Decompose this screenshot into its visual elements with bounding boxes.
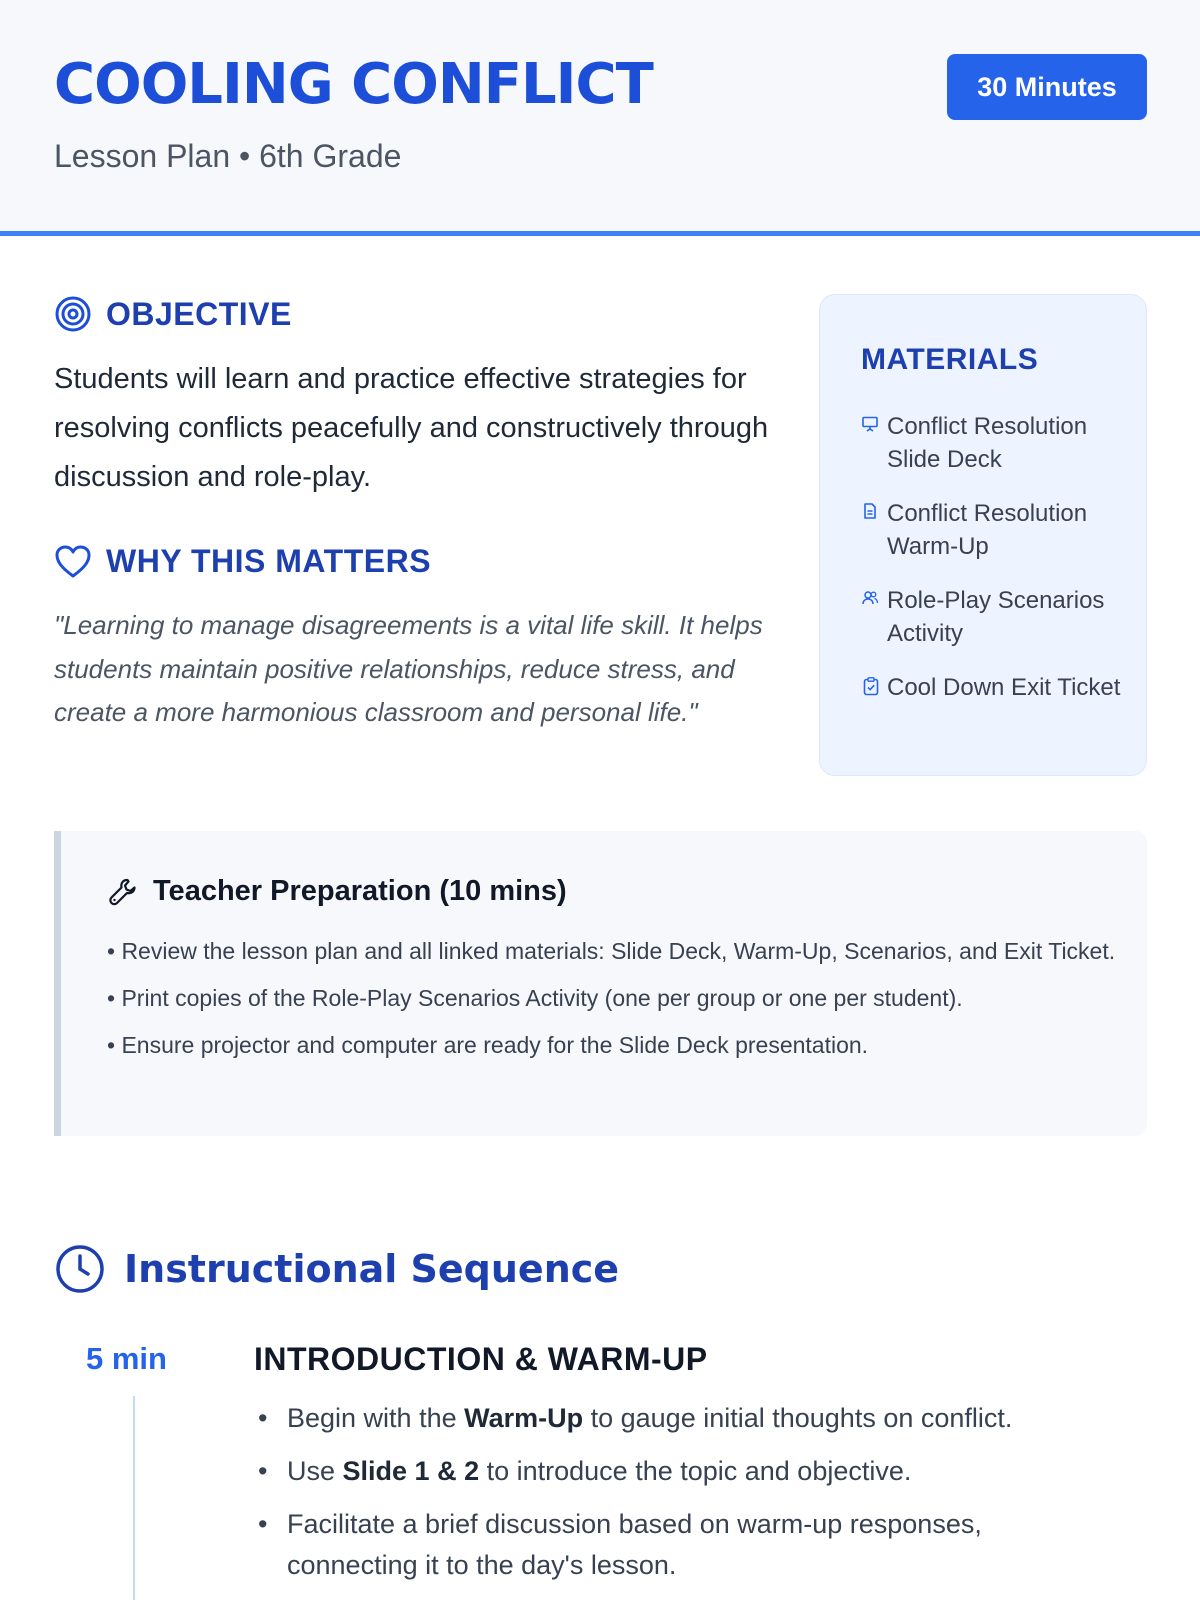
prep-heading (107, 875, 567, 908)
clipboard-check-icon (861, 671, 887, 704)
wrench-icon (107, 876, 139, 908)
why-quote: "Learning to manage disagreements is a vital life skill. It helps students maintain positive relationships, reduce stress, and create a more harmonious classroom and personal life." (54, 610, 763, 727)
material-item-scenarios[interactable] (861, 584, 1127, 650)
list-item: • Begin with the Warm-Up to gauge initial thoughts on conflict. (254, 1398, 1114, 1439)
clock-icon (54, 1243, 106, 1295)
prep-list (107, 935, 1117, 1076)
objective-heading (54, 295, 292, 333)
list-item: • Facilitate a brief discussion based on warm-up responses, connecting it to the day's lesson. (254, 1504, 1114, 1586)
material-item-exit-ticket[interactable] (861, 671, 1127, 704)
material-label: Cool Down Exit Ticket (887, 674, 1121, 701)
page-header (0, 0, 1200, 236)
list-item: • Print copies of the Role-Play Scenarios Activity (one per group or one per student). (107, 985, 963, 1011)
list-item: • Ensure projector and computer are ready for the Slide Deck presentation. (107, 1032, 869, 1058)
timeline-line (133, 1396, 135, 1600)
teacher-prep-card (54, 831, 1147, 1136)
why-heading (54, 543, 431, 580)
users-icon (861, 584, 887, 650)
duration-badge: 30 Minutes (947, 54, 1147, 120)
document-icon (861, 497, 887, 563)
step-title: INTRODUCTION & WARM-UP (254, 1341, 708, 1377)
materials-card (819, 294, 1147, 776)
list-item: • Review the lesson plan and all linked materials: Slide Deck, Warm-Up, Scenarios, and Exit Ticket. (107, 938, 1116, 964)
materials-title: MATERIALS (861, 343, 1039, 376)
prep-heading-label: Teacher Preparation (10 mins) (153, 875, 567, 907)
material-label: Role-Play Scenarios Activity (887, 587, 1105, 647)
step-bullets (254, 1398, 1114, 1598)
list-item: • Use Slide 1 & 2 to introduce the topic and objective. (254, 1451, 1114, 1492)
material-label: Conflict Resolution Slide Deck (887, 413, 1088, 473)
objective-heading-label: OBJECTIVE (106, 295, 292, 332)
material-label: Conflict Resolution Warm-Up (887, 500, 1088, 560)
sequence-heading-label: Instructional Sequence (124, 1247, 620, 1291)
objective-text: Students will learn and practice effective strategies for resolving conflicts peacefully and constructively through discussion and role-play. (54, 363, 769, 493)
step-time: 5 min (86, 1341, 167, 1376)
material-item-warm-up[interactable] (861, 497, 1127, 563)
material-item-slide-deck[interactable] (861, 410, 1127, 476)
presentation-icon (861, 410, 887, 476)
heart-icon (54, 544, 92, 580)
lesson-title: COOLING CONFLICT (54, 52, 653, 117)
target-icon (54, 295, 92, 333)
lesson-subtitle: Lesson Plan • 6th Grade (54, 138, 402, 174)
why-heading-label: WHY THIS MATTERS (106, 543, 432, 579)
sequence-heading (54, 1243, 619, 1295)
